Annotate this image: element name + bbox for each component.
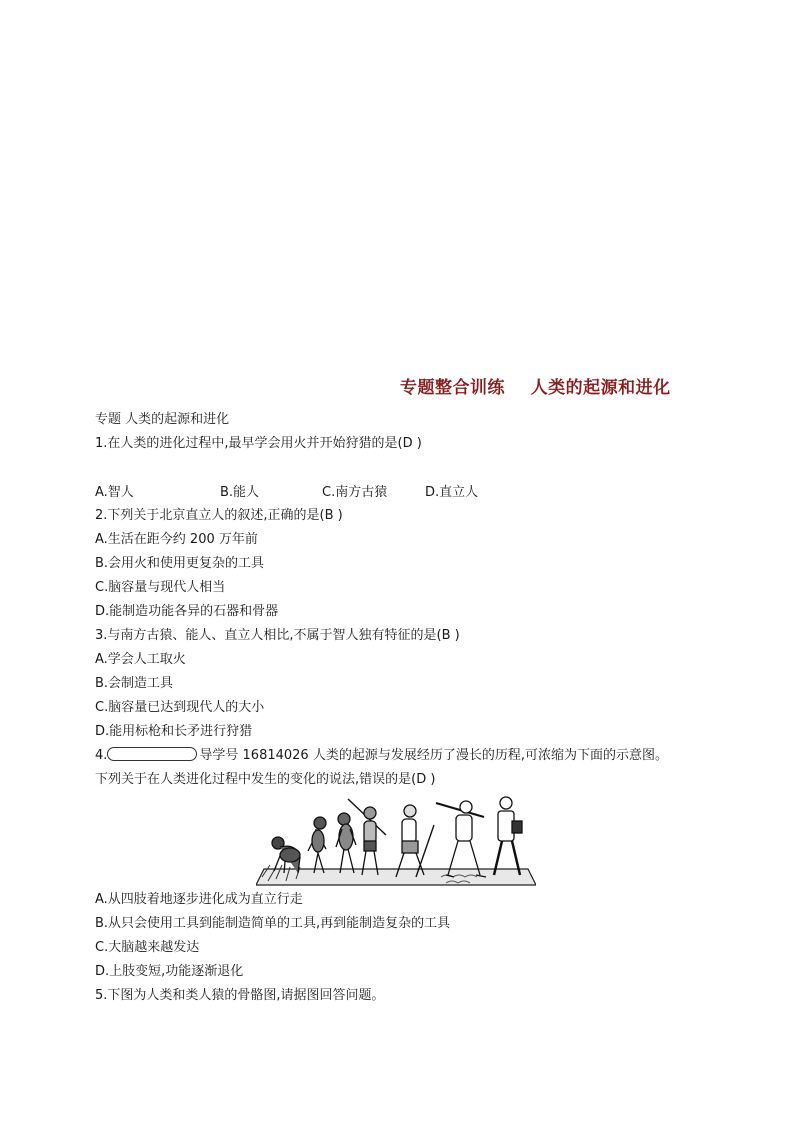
- q2-stem: 2.下列关于北京直立人的叙述,正确的是(B ): [95, 508, 343, 523]
- q4-stem-line2: 下列关于在人类进化过程中发生的变化的说法,错误的是(D ): [95, 772, 436, 787]
- guide-number-badge: [107, 747, 197, 761]
- q2-option-b: B.会用火和使用更复杂的工具: [95, 556, 265, 571]
- q1-option-b: B.能人: [220, 485, 260, 500]
- figure-farmer: [436, 801, 486, 877]
- q1-option-d: D.直立人: [425, 485, 479, 500]
- q1-option-a: A.智人: [95, 485, 134, 500]
- q4-number: 4.: [95, 748, 108, 763]
- q3-option-c: C.脑容量已达到现代人的大小: [95, 700, 265, 715]
- figure-modern-human: [494, 797, 522, 875]
- q4-option-b: B.从只会使用工具到能制造简单的工具,再到能制造复杂的工具: [95, 916, 451, 931]
- figure-homo-erectus: [348, 799, 386, 875]
- q4-option-d: D.上肢变短,功能逐渐退化: [95, 964, 244, 979]
- q2-option-c: C.脑容量与现代人相当: [95, 580, 226, 595]
- page-title: 专题整合训练 人类的起源和进化: [400, 378, 671, 398]
- q3-option-b: B.会制造工具: [95, 676, 174, 691]
- q1-stem: 1.在人类的进化过程中,最早学会用火并开始狩猎的是(D ): [95, 436, 422, 451]
- q3-option-d: D.能用标枪和长矛进行狩猎: [95, 724, 253, 739]
- q4-option-c: C.大脑越来越发达: [95, 940, 200, 955]
- figure-australopithecus: [308, 817, 326, 873]
- q2-option-a: A.生活在距今约 200 万年前: [95, 532, 258, 547]
- q4-option-a: A.从四肢着地逐步进化成为直立行走: [95, 892, 303, 907]
- q3-stem: 3.与南方古猿、能人、直立人相比,不属于智人独有特征的是(B ): [95, 628, 460, 643]
- q4-stem-line1: [95, 747, 668, 765]
- q5-stem: 5.下图为人类和类人猿的骨骼图,请据图回答问题。: [95, 988, 385, 1003]
- evolution-figures: [272, 797, 522, 877]
- figure-homo-sapiens-early: [396, 805, 434, 877]
- q3-option-a: A.学会人工取火: [95, 652, 186, 667]
- q4-stem-text: 导学号 16814026 人类的起源与发展经历了漫长的历程,可浓缩为下面的示意图。: [199, 748, 668, 763]
- human-evolution-illustration: [256, 795, 536, 887]
- q2-option-d: D.能制造功能各异的石器和骨器: [95, 604, 279, 619]
- figure-homo-habilis: [336, 813, 356, 873]
- q1-option-c: C.南方古猿: [322, 485, 388, 500]
- section-heading: 专题 人类的起源和进化: [95, 412, 230, 427]
